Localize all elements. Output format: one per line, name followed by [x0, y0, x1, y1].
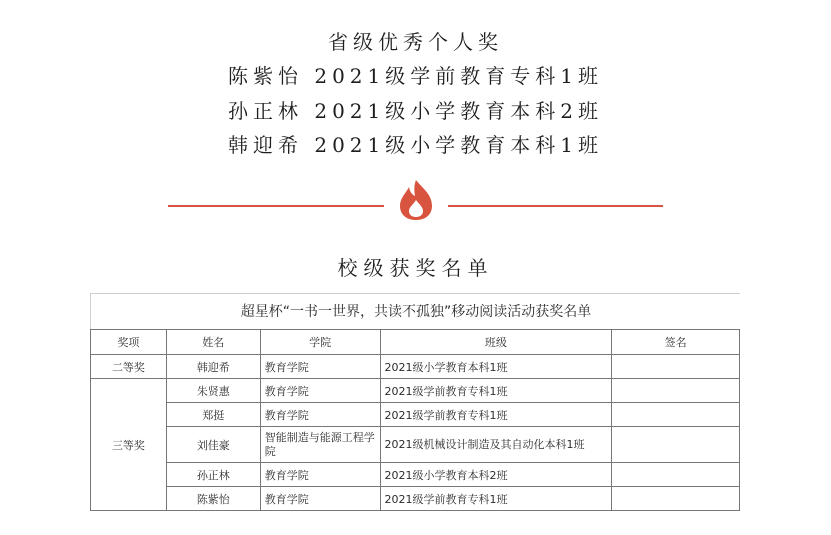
- award-sheet: [90, 293, 740, 523]
- signature-cell: [612, 463, 740, 487]
- award-title: 省级优秀个人奖: [328, 30, 503, 54]
- column-header: 姓名: [166, 330, 260, 355]
- column-header: 学院: [260, 330, 380, 355]
- college-cell: 智能制造与能源工程学院: [260, 427, 380, 463]
- divider-line-left: [168, 205, 384, 207]
- table-row: [91, 427, 740, 463]
- college-cell: 教育学院: [260, 487, 380, 511]
- table-row: [91, 463, 740, 487]
- table-row: [91, 487, 740, 511]
- table-row: [91, 403, 740, 427]
- winner-line: 孙正林 2021级小学教育本科2班: [228, 99, 603, 123]
- award-level-cell: 二等奖: [91, 355, 167, 379]
- name-cell: 韩迎希: [166, 355, 260, 379]
- class-cell: 2021级学前教育专科1班: [380, 487, 612, 511]
- class-cell: 2021级小学教育本科1班: [380, 355, 612, 379]
- award-level-cell: 三等奖: [91, 379, 167, 511]
- flame-icon: [392, 178, 440, 222]
- table-row: [91, 355, 740, 379]
- college-cell: 教育学院: [260, 403, 380, 427]
- signature-cell: [612, 487, 740, 511]
- class-cell: 2021级学前教育专科1班: [380, 403, 612, 427]
- signature-cell: [612, 427, 740, 463]
- column-header: 奖项: [91, 330, 167, 355]
- class-cell: 2021级机械设计制造及其自动化本科1班: [380, 427, 612, 463]
- award-table: [90, 329, 740, 511]
- class-cell: 2021级小学教育本科2班: [380, 463, 612, 487]
- column-header: 班级: [380, 330, 612, 355]
- name-cell: 孙正林: [166, 463, 260, 487]
- column-header: 签名: [612, 330, 740, 355]
- sheet-title: 超星杯“一书一世界，共读不孤独”移动阅读活动获奖名单: [90, 293, 740, 330]
- signature-cell: [612, 379, 740, 403]
- college-cell: 教育学院: [260, 463, 380, 487]
- college-cell: 教育学院: [260, 379, 380, 403]
- table-header-row: [91, 330, 740, 355]
- class-cell: 2021级学前教育专科1班: [380, 379, 612, 403]
- winner-line: 陈紫怡 2021级学前教育专科1班: [228, 64, 603, 88]
- winner-line: 韩迎希 2021级小学教育本科1班: [228, 133, 603, 157]
- name-cell: 刘佳豪: [166, 427, 260, 463]
- signature-cell: [612, 403, 740, 427]
- name-cell: 陈紫怡: [166, 487, 260, 511]
- table-row: [91, 379, 740, 403]
- college-cell: 教育学院: [260, 355, 380, 379]
- list-title: 校级获奖名单: [337, 256, 494, 280]
- name-cell: 郑挺: [166, 403, 260, 427]
- divider-line-right: [448, 205, 663, 207]
- name-cell: 朱贤惠: [166, 379, 260, 403]
- signature-cell: [612, 355, 740, 379]
